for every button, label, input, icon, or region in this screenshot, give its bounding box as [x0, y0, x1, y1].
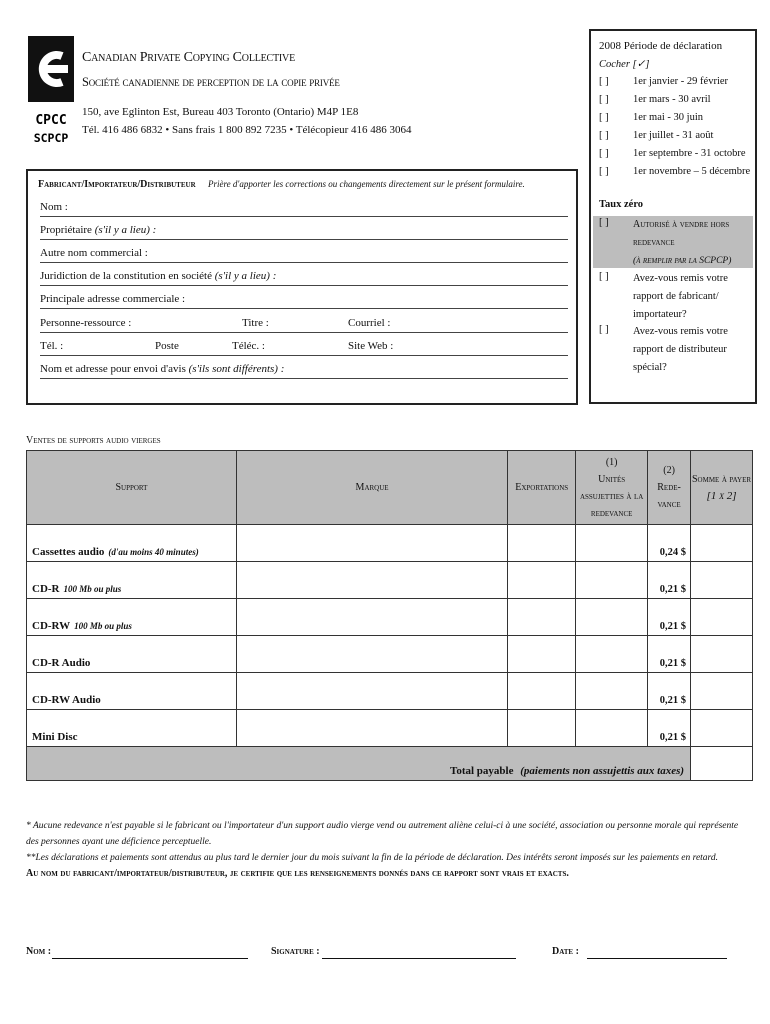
- q1-label: Avez-vous remis votre rapport de fabricant/ importateur?: [633, 273, 728, 320]
- period-checkbox[interactable]: [ ]: [599, 130, 609, 141]
- table-row: [27, 636, 753, 673]
- date-label: Date :: [552, 946, 579, 957]
- period-checkbox[interactable]: [ ]: [599, 148, 609, 159]
- footnote-1: * Aucune redevance n'est payable si le fabricant ou l'importateur d'un support audio vierge vend ou autrement aliène celui-ci à une société, association ou personne morale qui représente des personnes ayant une déficience perceptuelle.: [26, 821, 739, 847]
- signature-label: Signature :: [271, 946, 320, 957]
- org-phones: Tél. 416 486 6832 • Sans frais 1 800 892 7235 • Télécopieur 416 486 3064: [82, 124, 412, 136]
- contact-label: Personne-ressource :: [40, 317, 132, 329]
- sum-cell[interactable]: [691, 599, 753, 636]
- sales-title: Ventes de supports audio vierges: [26, 435, 161, 446]
- support-cell: [27, 562, 237, 599]
- contact-row[interactable]: [40, 315, 568, 333]
- cpcc-logo: [28, 36, 74, 146]
- table-row: [27, 562, 753, 599]
- footnote-2: **Les déclarations et paiements sont attendus au plus tard le dernier jour du mois suivant la fin de la période de déclaration. Des intérêts seront imposés sur les paiements en retard.: [26, 853, 719, 863]
- units-cell[interactable]: [576, 525, 648, 562]
- sales-table: [26, 450, 753, 781]
- owner-field[interactable]: [40, 222, 568, 240]
- authorized-line1: Autorisé à vendre hors: [633, 219, 730, 230]
- exports-cell[interactable]: [508, 525, 576, 562]
- authorized-label: [633, 216, 751, 270]
- col-support: Support: [27, 451, 237, 525]
- units-cell[interactable]: [576, 562, 648, 599]
- zero-rate-title: Taux zéro: [599, 199, 644, 210]
- col-units-num: (1): [605, 456, 618, 468]
- sum-cell[interactable]: [691, 710, 753, 747]
- notice-note: (s'ils sont différents) :: [188, 363, 285, 375]
- col-sum: [691, 451, 753, 525]
- brand-cell[interactable]: [236, 599, 507, 636]
- support-cell: [27, 710, 237, 747]
- period-option-label: 1er septembre - 31 octobre: [633, 148, 746, 159]
- support-name: Mini Disc: [32, 731, 78, 743]
- col-levy-label: Rede-vance: [657, 482, 681, 510]
- email-label: Courriel :: [348, 317, 391, 329]
- col-sum-formula: [1 x 2]: [706, 489, 737, 502]
- title-label: Titre :: [242, 317, 269, 329]
- units-cell[interactable]: [576, 599, 648, 636]
- support-cell: [27, 673, 237, 710]
- other-name-field[interactable]: [40, 245, 568, 263]
- q1-checkbox[interactable]: [ ]: [599, 271, 609, 282]
- fax-label: Téléc. :: [232, 340, 265, 352]
- support-cell: [27, 525, 237, 562]
- org-name-en: Canadian Private Copying Collective: [82, 50, 295, 65]
- signoff-name-line[interactable]: [52, 958, 248, 959]
- period-option-label: 1er mars - 30 avril: [633, 94, 711, 105]
- support-note: 100 Mb ou plus: [74, 621, 132, 631]
- exports-cell[interactable]: [508, 710, 576, 747]
- logo-text-top: CPCC: [35, 113, 67, 128]
- signature-line[interactable]: [322, 958, 516, 959]
- col-exports: Exportations: [508, 451, 576, 525]
- units-cell[interactable]: [576, 710, 648, 747]
- col-levy-num: (2): [663, 465, 675, 476]
- brand-cell[interactable]: [236, 636, 507, 673]
- table-row: [27, 710, 753, 747]
- brand-cell[interactable]: [236, 525, 507, 562]
- tel-label: Tél. :: [40, 340, 64, 352]
- period-option-label: 1er juillet - 31 août: [633, 130, 714, 141]
- jurisdiction-label: Juridiction de la constitution en société: [40, 270, 212, 282]
- authorized-checkbox[interactable]: [ ]: [599, 217, 609, 228]
- jurisdiction-note: (s'il y a lieu) :: [214, 270, 277, 282]
- period-title: 2008 Période de déclaration: [599, 40, 723, 52]
- total-amount-cell[interactable]: [691, 747, 753, 781]
- period-checkbox[interactable]: [ ]: [599, 94, 609, 105]
- sum-cell[interactable]: [691, 636, 753, 673]
- date-line[interactable]: [587, 958, 727, 959]
- levy-rate-cell: 0,24 $: [648, 525, 691, 562]
- total-label: Total payable: [450, 765, 514, 777]
- authorized-line2: redevance: [633, 237, 675, 248]
- certify-text: Au nom du fabricant/importateur/distributeur, je certifie que les renseignements donnés dans ce rapport sont vrais et exacts.: [26, 868, 569, 879]
- col-levy: [648, 451, 691, 525]
- levy-rate-cell: 0,21 $: [648, 710, 691, 747]
- logo-text-bottom: SCPCP: [33, 131, 69, 145]
- total-row: [27, 747, 753, 781]
- col-brand: Marque: [236, 451, 507, 525]
- period-option-label: 1er janvier - 29 février: [633, 76, 729, 87]
- exports-cell[interactable]: [508, 599, 576, 636]
- support-name: CD-RW: [32, 620, 71, 632]
- manufacturer-note: Prière d'apporter les corrections ou changements directement sur le présent formulaire.: [208, 179, 525, 189]
- levy-rate-cell: 0,21 $: [648, 599, 691, 636]
- name-label: Nom :: [40, 201, 68, 213]
- manufacturer-section: [26, 169, 578, 405]
- name-field[interactable]: [40, 199, 568, 217]
- support-name: CD-R Audio: [32, 657, 91, 669]
- org-address: 150, ave Eglinton Est, Bureau 403 Toronto (Ontario) M4P 1E8: [82, 106, 359, 118]
- main-address-label: Principale adresse commerciale :: [40, 293, 186, 305]
- levy-rate-cell: 0,21 $: [648, 562, 691, 599]
- jurisdiction-field[interactable]: [40, 268, 568, 286]
- brand-cell[interactable]: [236, 673, 507, 710]
- brand-cell[interactable]: [236, 562, 507, 599]
- manufacturer-title: Fabricant/Importateur/Distributeur: [38, 179, 196, 190]
- ext-label: Poste: [155, 340, 179, 352]
- support-cell: [27, 636, 237, 673]
- authorized-note: (à remplir par la SCPCP): [633, 256, 732, 266]
- q2-checkbox[interactable]: [ ]: [599, 324, 609, 335]
- units-cell[interactable]: [576, 673, 648, 710]
- table-row: [27, 525, 753, 562]
- col-sum-label: Somme à payer: [691, 473, 752, 485]
- period-checkbox[interactable]: [ ]: [599, 76, 609, 87]
- owner-note: (s'il y a lieu) :: [94, 224, 157, 236]
- period-section: [589, 29, 757, 404]
- total-label-cell: [27, 747, 691, 781]
- sum-cell[interactable]: [691, 562, 753, 599]
- levy-rate-cell: 0,21 $: [648, 636, 691, 673]
- exports-cell[interactable]: [508, 562, 576, 599]
- web-label: Site Web :: [348, 340, 394, 352]
- period-option-label: 1er novembre – 5 décembre: [633, 166, 751, 177]
- notice-label: Nom et adresse pour envoi d'avis: [40, 363, 186, 375]
- notice-address-field[interactable]: [40, 361, 568, 379]
- levy-rate-cell: 0,21 $: [648, 673, 691, 710]
- period-option-label: 1er mai - 30 juin: [633, 112, 703, 123]
- period-checkbox[interactable]: [ ]: [599, 112, 609, 123]
- period-checkbox[interactable]: [ ]: [599, 166, 609, 177]
- table-row: [27, 599, 753, 636]
- total-note: (paiements non assujettis aux taxes): [520, 765, 685, 777]
- main-address-field[interactable]: [40, 291, 568, 309]
- support-note: (d'au moins 40 minutes): [108, 547, 199, 557]
- table-row: [27, 673, 753, 710]
- sum-cell[interactable]: [691, 673, 753, 710]
- support-name: CD-R: [32, 583, 60, 595]
- q2-label: Avez-vous remis votre rapport de distributeur spécial?: [633, 326, 728, 373]
- other-name-label: Autre nom commercial :: [40, 247, 148, 259]
- col-units-label: Unités assujetties à la redevance: [579, 473, 644, 519]
- owner-label: Propriétaire: [40, 224, 92, 236]
- units-cell[interactable]: [576, 636, 648, 673]
- org-name-fr: Société canadienne de perception de la copie privée: [82, 75, 340, 89]
- sum-cell[interactable]: [691, 525, 753, 562]
- signoff-name-label: Nom :: [26, 946, 52, 957]
- brand-cell[interactable]: [236, 710, 507, 747]
- support-name: Cassettes audio: [32, 546, 105, 558]
- support-name: CD-RW Audio: [32, 694, 101, 706]
- exports-cell[interactable]: [508, 673, 576, 710]
- support-note: 100 Mb ou plus: [63, 584, 122, 594]
- check-instruction: Cocher [✓]: [599, 59, 650, 70]
- support-cell: [27, 599, 237, 636]
- col-units: [576, 451, 648, 525]
- phone-row[interactable]: [40, 338, 568, 356]
- exports-cell[interactable]: [508, 636, 576, 673]
